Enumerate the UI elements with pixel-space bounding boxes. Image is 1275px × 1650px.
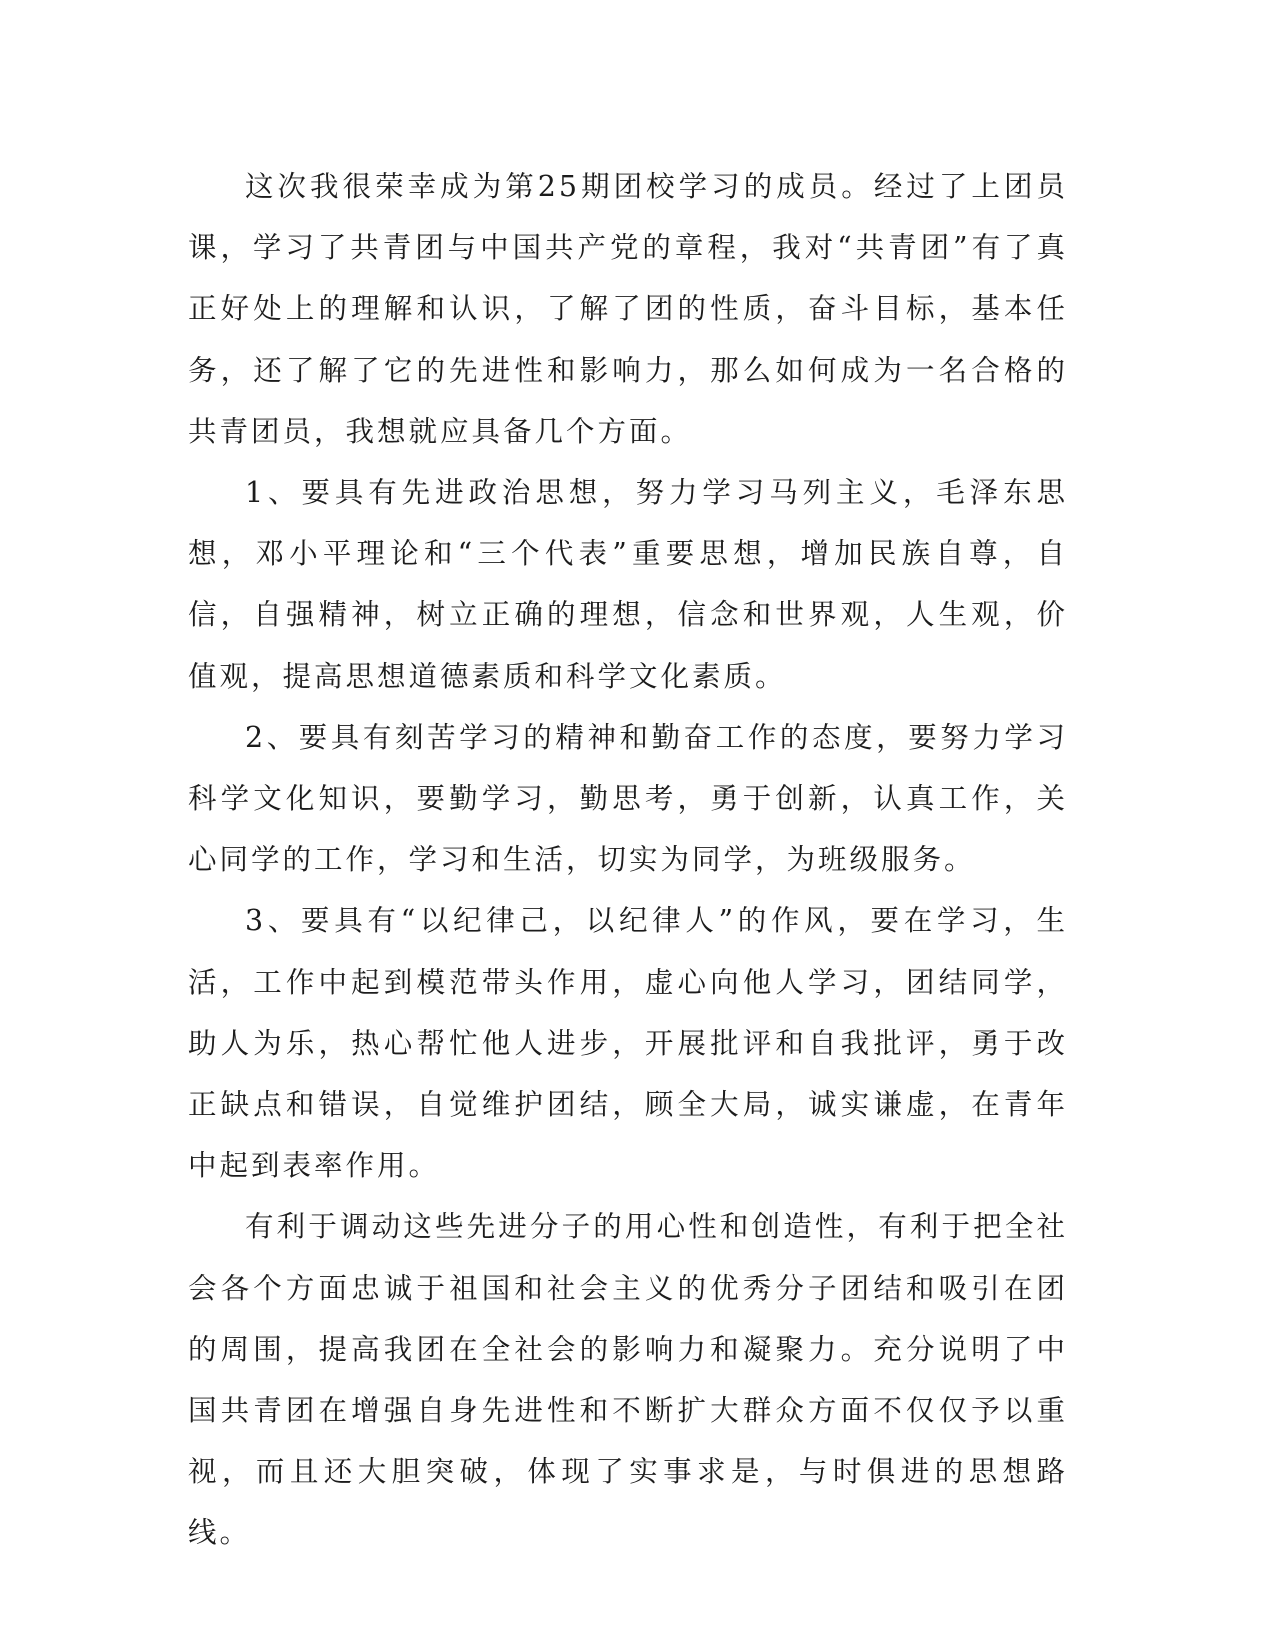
paragraph-point-3: 3、要具有“以纪律己，以纪律人”的作风，要在学习，生活，工作中起到模范带头作用，虚心向他人学习，团结同学，助人为乐，热心帮忙他人进步，开展批评和自我批评，勇于改正缺点和错误，自觉维护团结，顾全大局，诚实谦虚，在青年中起到表率作用。 — [188, 904, 1068, 1183]
paragraph-intro: 这次我很荣幸成为第25期团校学习的成员。经过了上团员课，学习了共青团与中国共产党的章程，我对“共青团”有了真正好处上的理解和认识，了解了团的性质，奋斗目标，基本任务，还了解了它的先进性和影响力，那么如何成为一名合格的共青团员，我想就应具备几个方面。 — [188, 170, 1068, 448]
paragraph-point-2: 2、要具有刻苦学习的精神和勤奋工作的态度，要努力学习科学文化知识，要勤学习，勤思考，勇于创新，认真工作，关心同学的工作，学习和生活，切实为同学，为班级服务。 — [188, 720, 1068, 877]
paragraph-conclusion: 有利于调动这些先进分子的用心性和创造性，有利于把全社会各个方面忠诚于祖国和社会主义的优秀分子团结和吸引在团的周围，提高我团在全社会的影响力和凝聚力。充分说明了中国共青团在增强自身先进性和不断扩大群众方面不仅仅予以重视，而且还大胆突破，体现了实事求是，与时俱进的思想路线。 — [188, 1210, 1068, 1550]
paragraph-point-1: 1、要具有先进政治思想，努力学习马列主义，毛泽东思想，邓小平理论和“三个代表”重要思想，增加民族自尊，自信，自强精神，树立正确的理想，信念和世界观，人生观，价值观，提高思想道德素质和科学文化素质。 — [188, 476, 1068, 693]
document-body — [188, 156, 1068, 1564]
